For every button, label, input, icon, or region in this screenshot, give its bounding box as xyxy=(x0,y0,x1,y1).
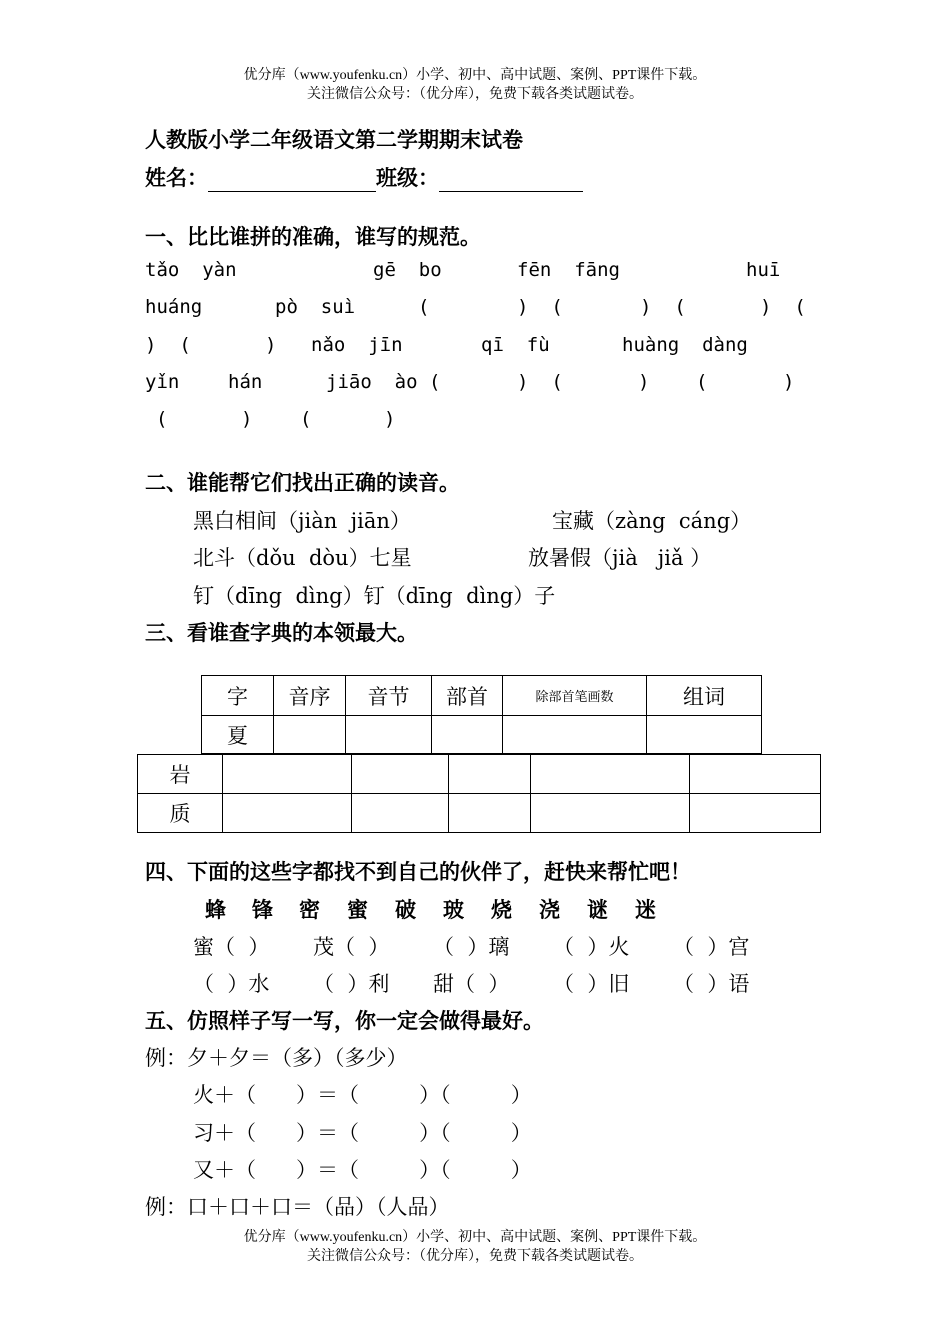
section-5-heading: 五、仿照样子写一写，你一定会做得最好。 xyxy=(145,1008,544,1033)
table-row xyxy=(138,755,821,794)
match-item[interactable]: （ ）璃 xyxy=(433,935,510,959)
table-input-cell[interactable] xyxy=(690,794,821,833)
table-input-cell[interactable] xyxy=(223,794,352,833)
table-header: 除部首笔画数 xyxy=(503,676,647,716)
bank-char: 烧 xyxy=(491,897,512,922)
name-label: 姓名： xyxy=(145,165,208,190)
answer-blank[interactable]: ) xyxy=(265,334,277,356)
match-item[interactable]: 蜜（ ） xyxy=(193,935,270,959)
example-1: 例：夕＋夕＝（多）（多少） xyxy=(145,1046,408,1070)
pinyin-item: pò suì xyxy=(275,296,356,318)
answer-blank[interactable]: ) xyxy=(384,408,396,430)
table-input-cell[interactable] xyxy=(503,716,647,754)
reading-item: 黑白相间（jiàn jiān） xyxy=(193,509,411,533)
answer-blank[interactable]: ) ( xyxy=(640,296,686,318)
table-header: 音序 xyxy=(274,676,346,716)
table-header: 字 xyxy=(202,676,274,716)
match-item[interactable]: 甜（ ） xyxy=(433,972,510,996)
answer-blank[interactable]: ) ( xyxy=(517,371,563,393)
bank-char: 密 xyxy=(299,897,320,922)
table-input-cell[interactable] xyxy=(274,716,346,754)
match-item[interactable]: （ ）宫 xyxy=(673,935,750,959)
answer-blank[interactable]: ( xyxy=(418,296,430,318)
answer-blank[interactable]: ) xyxy=(241,408,253,430)
answer-blank[interactable]: ) xyxy=(638,371,650,393)
table-header: 音节 xyxy=(346,676,432,716)
answer-blank[interactable]: ( xyxy=(156,408,168,430)
bank-char: 蜂 xyxy=(205,897,226,922)
reading-item: 放暑假（jià jiǎ ） xyxy=(528,546,712,570)
table-header: 部首 xyxy=(432,676,503,716)
pinyin-item: huī xyxy=(746,259,781,281)
table-char-cell: 岩 xyxy=(138,755,223,794)
table-input-cell[interactable] xyxy=(223,755,352,794)
section-1-heading: 一、比比谁拼的准确，谁写的规范。 xyxy=(145,224,481,249)
page-header xyxy=(0,66,950,104)
reading-item: 宝藏（zàng cáng） xyxy=(552,509,752,533)
compose-row[interactable]: 又＋（ ）＝（ ）（ ） xyxy=(193,1158,532,1182)
bank-char: 锋 xyxy=(252,897,273,922)
pinyin-item: tǎo yàn xyxy=(145,259,237,281)
bank-char: 浇 xyxy=(539,897,560,922)
table-input-cell[interactable] xyxy=(352,794,449,833)
match-item[interactable]: （ ）水 xyxy=(193,972,270,996)
bank-char: 破 xyxy=(395,897,416,922)
name-field[interactable] xyxy=(208,171,376,192)
table-input-cell[interactable] xyxy=(690,755,821,794)
answer-blank[interactable]: ( xyxy=(696,371,708,393)
match-item[interactable]: （ ）利 xyxy=(313,972,390,996)
bank-char: 玻 xyxy=(443,897,464,922)
table-row xyxy=(138,794,821,833)
answer-blank[interactable]: ) ( xyxy=(145,334,191,356)
answer-blank[interactable]: ( xyxy=(300,408,312,430)
answer-blank[interactable]: ) ( xyxy=(517,296,563,318)
page-footer xyxy=(0,1228,950,1266)
footer-line-2: 关注微信公众号：（优分库），免费下载各类试题试卷。 xyxy=(307,1249,643,1264)
pinyin-item: gē bo xyxy=(373,259,442,281)
reading-item: 北斗（dǒu dòu）七星 xyxy=(193,546,412,570)
table-input-cell[interactable] xyxy=(531,794,690,833)
student-info xyxy=(145,162,583,192)
page-title: 人教版小学二年级语文第二学期期末试卷 xyxy=(145,127,523,152)
section-4-heading: 四、下面的这些字都找不到自己的伙伴了，赶快来帮忙吧！ xyxy=(145,859,691,884)
pinyin-item: fēn fāng xyxy=(517,259,620,281)
answer-blank[interactable]: ) ( xyxy=(760,296,806,318)
pinyin-item: qī fù xyxy=(481,334,550,356)
table-input-cell[interactable] xyxy=(346,716,432,754)
table-char-cell: 夏 xyxy=(202,716,274,754)
compose-row[interactable]: 火＋（ ）＝（ ）（ ） xyxy=(193,1083,532,1107)
bank-char: 迷 xyxy=(635,897,656,922)
pinyin-item: jiāo ào ( xyxy=(326,371,441,393)
header-line-2: 关注微信公众号：（优分库），免费下载各类试题试卷。 xyxy=(307,87,643,102)
table-input-cell[interactable] xyxy=(531,755,690,794)
pinyin-item: nǎo jīn xyxy=(311,334,403,356)
match-item[interactable]: （ ）火 xyxy=(553,935,630,959)
class-field[interactable] xyxy=(439,171,583,192)
table-row xyxy=(202,716,762,754)
match-item[interactable]: （ ）语 xyxy=(673,972,750,996)
table-input-cell[interactable] xyxy=(647,716,762,754)
match-item[interactable]: 茂（ ） xyxy=(313,935,390,959)
match-item[interactable]: （ ）旧 xyxy=(553,972,630,996)
table-char-cell: 质 xyxy=(138,794,223,833)
reading-item: 钉（dīng dìng）钉（dīng dìng）子 xyxy=(193,584,556,608)
bank-char: 谜 xyxy=(587,897,608,922)
table-input-cell[interactable] xyxy=(449,794,531,833)
dictionary-table-bottom xyxy=(137,754,821,833)
pinyin-item: yǐn xyxy=(145,371,180,393)
pinyin-item: huáng xyxy=(145,296,203,318)
pinyin-item: hán xyxy=(228,371,263,393)
class-label: 班级： xyxy=(376,165,439,190)
section-3-heading: 三、看谁查字典的本领最大。 xyxy=(145,620,418,645)
header-line-1: 优分库（www.youfenku.cn）小学、初中、高中试题、案例、PPT课件下载。 xyxy=(243,68,707,83)
section-2-heading: 二、谁能帮它们找出正确的读音。 xyxy=(145,470,460,495)
table-header-row xyxy=(202,676,762,716)
example-2: 例：口＋口＋口＝（品）（人品） xyxy=(145,1195,450,1219)
table-input-cell[interactable] xyxy=(352,755,449,794)
answer-blank[interactable]: ) xyxy=(783,371,795,393)
table-input-cell[interactable] xyxy=(449,755,531,794)
compose-row[interactable]: 习＋（ ）＝（ ）（ ） xyxy=(193,1121,532,1145)
table-header: 组词 xyxy=(647,676,762,716)
dictionary-table-top xyxy=(201,675,762,754)
table-input-cell[interactable] xyxy=(432,716,503,754)
footer-line-1: 优分库（www.youfenku.cn）小学、初中、高中试题、案例、PPT课件下载。 xyxy=(243,1230,707,1245)
pinyin-item: huàng dàng xyxy=(622,334,748,356)
bank-char: 蜜 xyxy=(347,897,368,922)
